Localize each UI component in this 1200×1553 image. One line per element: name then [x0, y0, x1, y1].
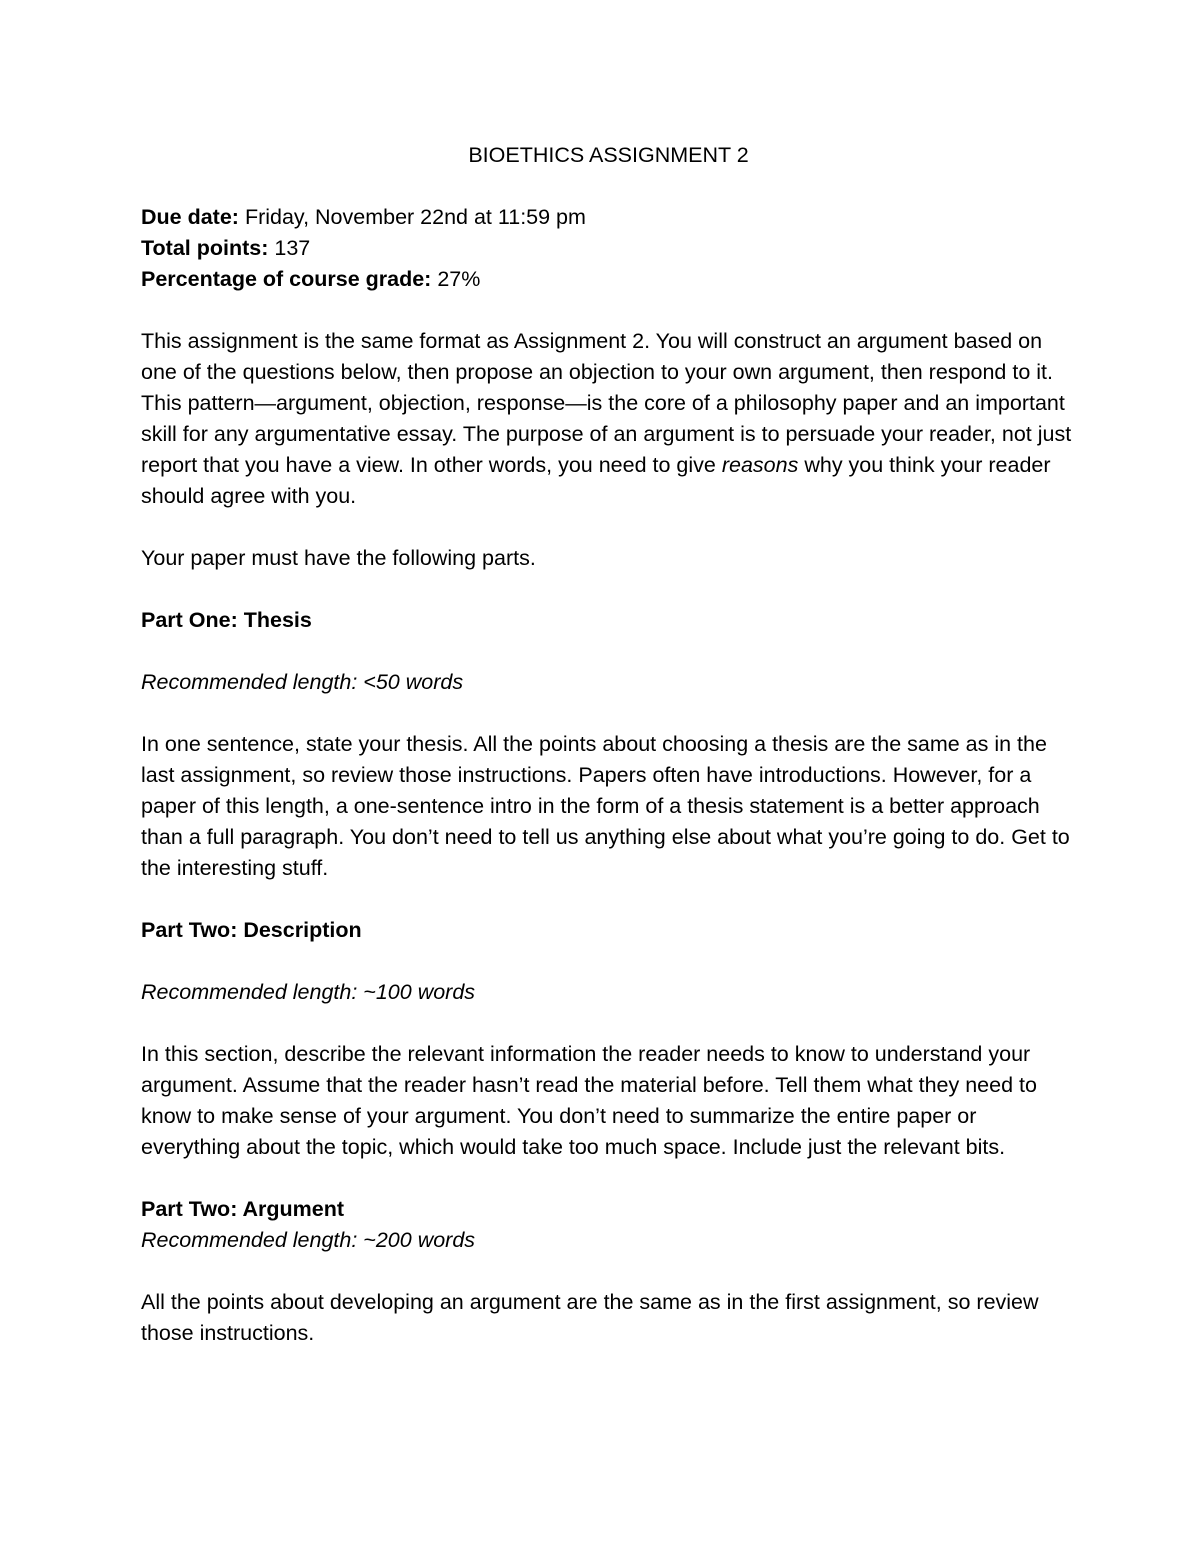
intro-text-end: why you think your reader should agree with you. [141, 453, 1051, 508]
section-body-description: In this section, describe the relevant information the reader needs to know to understand your argument. Assume that the reader hasn’t read the material before. Tell them what they need to know to make sense of your argument. You don’t need to summarize the entire paper or everything about the topic, which would take too much space. Include just the relevant bits. [141, 1042, 1037, 1159]
section-length-argument [141, 1225, 1076, 1256]
intro-text-start: This assignment is the same format as Assignment 2. You will construct an argument based on one of the questions below, then propose an objection to your own argument, then respond to it. This pattern—argument, objection, response—is the core of a philosophy paper and an important skill for any argumentative essay. The purpose of an argument is to persuade your reader, not just report that you have a view. In other words, you need to give [141, 329, 1072, 477]
grade-percentage-row [141, 264, 1076, 295]
document-title: BIOETHICS ASSIGNMENT 2 [468, 143, 749, 167]
due-date-value: Friday, November 22nd at 11:59 pm [238, 205, 586, 229]
total-points-label: Total points: [141, 236, 269, 260]
parts-intro: Your paper must have the following parts. [141, 546, 536, 570]
section-length-text: Recommended length: ~100 words [141, 980, 476, 1004]
document-content [141, 140, 1076, 1349]
section-body-thesis: In one sentence, state your thesis. All the points about choosing a thesis are the same as in the last assignment, so review those instructions. Papers often have introductions. However, for a paper of this length, a one-sentence intro in the form of a thesis statement is a better approach than a full paragraph. You don’t need to tell us anything else about what you’re going to do. Get to the interesting stuff. [141, 732, 1070, 880]
section-body-argument: All the points about developing an argument are the same as in the first assignment, so review those instructions. [141, 1290, 1039, 1345]
section-length-text: Recommended length: <50 words [141, 670, 464, 694]
section-length-thesis [141, 667, 1076, 698]
total-points-row [141, 233, 1076, 264]
section-heading-argument [141, 1194, 1076, 1225]
section-heading-description [141, 915, 1076, 946]
section-heading-thesis [141, 605, 1076, 636]
due-date-row [141, 202, 1076, 233]
grade-percentage-value: 27% [431, 267, 481, 291]
section-heading-text: Part Two: Argument [141, 1197, 345, 1221]
grade-percentage-label: Percentage of course grade: [141, 267, 432, 291]
total-points-value: 137 [268, 236, 311, 260]
section-length-text: Recommended length: ~200 words [141, 1228, 476, 1252]
section-length-description [141, 977, 1076, 1008]
section-heading-text: Part One: Thesis [141, 608, 312, 632]
section-heading-text: Part Two: Description [141, 918, 362, 942]
due-date-label: Due date: [141, 205, 239, 229]
intro-emphasis: reasons [721, 453, 799, 477]
intro-paragraph [141, 326, 1076, 512]
